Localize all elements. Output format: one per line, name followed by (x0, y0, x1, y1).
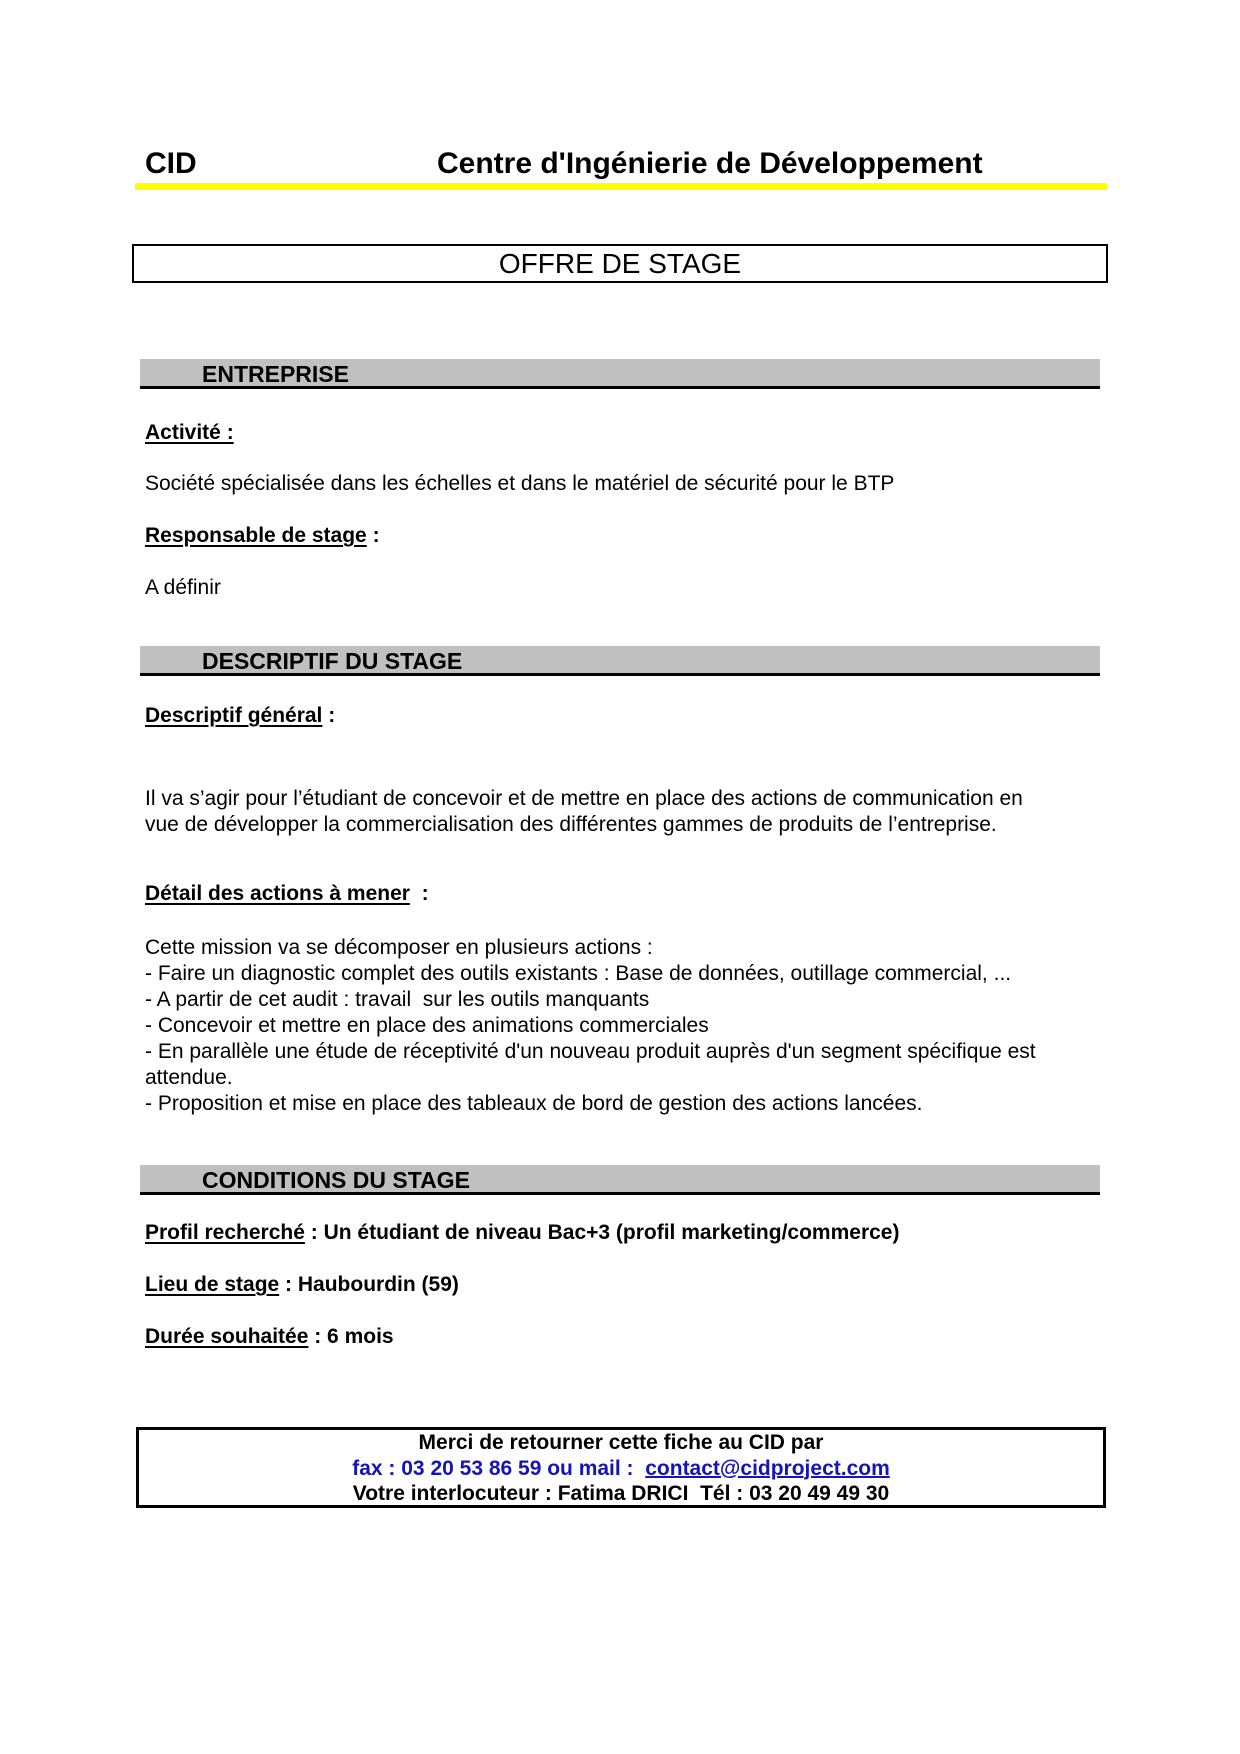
document-title-box (132, 244, 1108, 283)
descriptif-general-text (145, 786, 1023, 838)
section-heading: CONDITIONS DU STAGE (202, 1167, 470, 1193)
org-short-name: CID (145, 147, 197, 180)
list-item: - En parallèle une étude de réceptivité d'un nouveau produit auprès d'un segment spécifique est (145, 1040, 1036, 1063)
list-item: attendue. (145, 1066, 233, 1089)
section-heading: DESCRIPTIF DU STAGE (202, 648, 463, 674)
lieu-label: Lieu de stage (145, 1273, 280, 1296)
responsable-label (145, 523, 380, 549)
descriptif-general-label-text: Descriptif général (145, 704, 323, 727)
section-header-entreprise (140, 359, 1100, 389)
actions-label-text: Détail des actions à mener (145, 882, 410, 905)
responsable-sep: : (366, 524, 380, 547)
document-title: OFFRE DE STAGE (498, 248, 742, 279)
footer-line-1: Merci de retourner cette fiche au CID par (418, 1431, 824, 1454)
actions-sep: : (409, 882, 429, 905)
list-item: Cette mission va se décomposer en plusieurs actions : (145, 936, 653, 959)
activite-label (145, 420, 234, 446)
lieu-value: : Haubourdin (59) (279, 1273, 459, 1296)
actions-list (145, 935, 1036, 1117)
profil-label: Profil recherché (145, 1221, 305, 1244)
fax-text: fax : 03 20 53 86 59 ou mail : (352, 1456, 646, 1480)
footer-line-3: Votre interlocuteur : Fatima DRICI Tél : 03 20 49 49 30 (352, 1482, 890, 1505)
profil-row (145, 1220, 899, 1246)
responsable-label-text: Responsable de stage (145, 524, 367, 547)
duree-value: : 6 mois (308, 1325, 394, 1348)
duree-label: Durée souhaitée (145, 1325, 309, 1348)
responsable-text: A définir (145, 576, 221, 599)
paragraph-line: vue de développer la commercialisation des différentes gammes de produits de l’entreprise. (145, 813, 997, 836)
profil-value: : Un étudiant de niveau Bac+3 (profil marketing/commerce) (304, 1221, 900, 1244)
header-accent-rule (135, 183, 1107, 190)
email-link[interactable]: contact@cidproject.com (645, 1456, 890, 1480)
list-item: - A partir de cet audit : travail sur les outils manquants (145, 988, 650, 1011)
section-heading: ENTREPRISE (202, 361, 349, 387)
activite-label-text: Activité : (145, 421, 234, 444)
actions-label (145, 881, 429, 907)
lieu-row (145, 1272, 459, 1298)
descriptif-general-label (145, 703, 335, 729)
activite-text: Société spécialisée dans les échelles et dans le matériel de sécurité pour le BTP (145, 472, 895, 495)
list-item: - Proposition et mise en place des tableaux de bord de gestion des actions lancées. (145, 1092, 923, 1115)
section-header-descriptif (140, 646, 1100, 676)
descriptif-general-sep: : (322, 704, 336, 727)
paragraph-line: Il va s’agir pour l’étudiant de concevoir et de mettre en place des actions de communication en (145, 787, 1023, 810)
return-instructions-box (136, 1427, 1106, 1508)
footer-contact-line (139, 1456, 1103, 1482)
list-item: - Concevoir et mettre en place des animations commerciales (145, 1014, 709, 1037)
section-header-conditions (140, 1165, 1100, 1195)
list-item: - Faire un diagnostic complet des outils existants : Base de données, outillage commercial, ... (145, 962, 1012, 985)
duree-row (145, 1324, 394, 1350)
org-full-name: Centre d'Ingénierie de Développement (437, 147, 983, 180)
